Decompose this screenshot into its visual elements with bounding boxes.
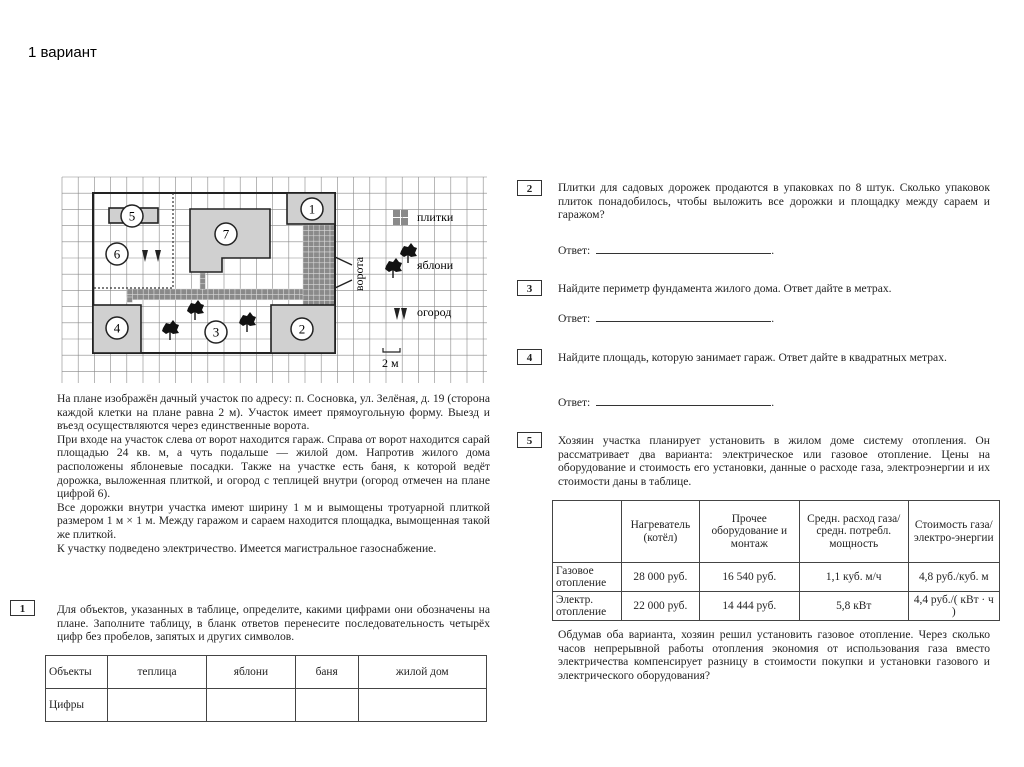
cell: 22 000 руб.	[622, 592, 700, 621]
tile	[224, 294, 229, 299]
header-cell: Средн. расход газа/ средн. потребл. мощность	[799, 501, 908, 563]
tile	[319, 295, 324, 300]
tile	[319, 274, 324, 279]
tile	[303, 252, 308, 257]
question-number-5: 5	[517, 432, 542, 448]
cell: 1,1 куб. м/ч	[799, 563, 908, 592]
tile	[132, 294, 137, 299]
tile	[303, 241, 308, 246]
tile	[181, 289, 186, 294]
site-plan	[55, 170, 495, 385]
tiles-legend-icon	[393, 210, 408, 225]
cell: 28 000 руб.	[622, 563, 700, 592]
tile	[257, 289, 262, 294]
apple-tree-icon	[239, 312, 256, 332]
tile	[325, 268, 330, 273]
cell: 5,8 кВт	[799, 592, 908, 621]
tile	[165, 289, 170, 294]
tile	[219, 294, 224, 299]
tile	[308, 230, 313, 235]
tile	[308, 295, 313, 300]
tile	[319, 241, 324, 246]
tile	[262, 294, 267, 299]
tile	[143, 294, 148, 299]
tile	[149, 289, 154, 294]
tile	[319, 263, 324, 268]
tile	[314, 247, 319, 252]
tile	[308, 247, 313, 252]
intro-p1: На плане изображён дачный участок по адресу: п. Сосновка, ул. Зелёная, д. 19 (сторона каждой клетки на плане равна 2 м). Участок имеет прямоугольную форму. Выезд и въезд осуществляются через единственные ворота.	[57, 392, 490, 433]
cell: 16 540 руб.	[699, 563, 799, 592]
header-cell: теплица	[108, 656, 207, 689]
tile	[325, 247, 330, 252]
tile	[319, 284, 324, 289]
tile	[308, 279, 313, 284]
tile	[132, 289, 137, 294]
answer-cell[interactable]	[206, 689, 295, 722]
question-5-prompt: Обдумав оба варианта, хозяин решил установить газовое отопление. Через сколько часов непрерывной работы отопления экономия от использования газа вместо электричества компенсирует разницу в стоимости покупки и установки газового и электрического оборудования?	[558, 628, 990, 682]
tile	[176, 294, 181, 299]
plan-marker-label: 6	[113, 246, 121, 262]
question-1-text: Для объектов, указанных в таблице, определите, какими цифрами они обозначены на плане. Заполните таблицу, в бланк ответов перенесите последовательность четырёх цифр без пробелов, запятых и других символов.	[57, 603, 490, 644]
tile	[170, 289, 175, 294]
tile	[289, 289, 294, 294]
tile	[325, 230, 330, 235]
tile	[325, 241, 330, 246]
tile	[319, 257, 324, 262]
plan-marker-label: 7	[222, 226, 230, 242]
tile	[303, 257, 308, 262]
answer-cell[interactable]	[295, 689, 358, 722]
question-4-text: Найдите площадь, которую занимает гараж. Ответ дайте в квадратных метрах.	[558, 351, 947, 364]
header-cell	[553, 501, 622, 563]
row-label: Цифры	[46, 689, 108, 722]
tile	[308, 284, 313, 289]
question-number-4: 4	[517, 349, 542, 365]
tile	[308, 290, 313, 295]
tile	[200, 284, 205, 289]
tile	[325, 263, 330, 268]
intro-p4: К участку подведено электричество. Имеется магистральное газоснабжение.	[57, 541, 437, 555]
tile	[240, 294, 245, 299]
tile	[273, 294, 278, 299]
tile	[127, 289, 132, 294]
cell: 4,4 руб./( кВт · ч )	[908, 592, 999, 621]
tile	[208, 289, 213, 294]
tile	[176, 289, 181, 294]
tile	[314, 290, 319, 295]
tile	[251, 294, 256, 299]
tile	[284, 289, 289, 294]
tile	[219, 289, 224, 294]
tile	[303, 295, 308, 300]
tile	[308, 241, 313, 246]
tile	[267, 294, 272, 299]
header-cell: баня	[295, 656, 358, 689]
tile	[230, 289, 235, 294]
plan-marker-label: 5	[128, 208, 136, 224]
gate-label: ворота	[352, 256, 366, 292]
legend-apples: яблони	[417, 258, 454, 272]
page-title: 1 вариант	[28, 44, 97, 61]
tile	[303, 263, 308, 268]
tile	[314, 236, 319, 241]
question-2-text: Плитки для садовых дорожек продаются в упаковках по 8 штук. Сколько упаковок плиток понадобилось, чтобы выложить все дорожки и площадку между сараем и гаражом?	[558, 181, 990, 222]
tile	[208, 294, 213, 299]
tile	[138, 289, 143, 294]
tile	[203, 294, 208, 299]
plan-marker-label: 4	[113, 320, 121, 336]
scale-bar	[383, 348, 400, 352]
tile	[314, 295, 319, 300]
answer-label: Ответ:	[558, 396, 591, 409]
header-cell: жилой дом	[358, 656, 486, 689]
tile	[319, 236, 324, 241]
tile	[325, 279, 330, 284]
tile	[314, 252, 319, 257]
tile	[303, 284, 308, 289]
tile	[314, 225, 319, 230]
tile	[325, 236, 330, 241]
tile	[308, 274, 313, 279]
tile	[165, 294, 170, 299]
tile	[170, 294, 175, 299]
tile	[246, 289, 251, 294]
tile	[235, 294, 240, 299]
answer-field-4[interactable]: Ответ: .	[558, 396, 775, 409]
apple-tree-icon	[400, 243, 417, 263]
tile	[230, 294, 235, 299]
legend-garden: огород	[417, 305, 452, 319]
tile	[314, 257, 319, 262]
tile	[314, 268, 319, 273]
tile	[319, 247, 324, 252]
tile	[303, 230, 308, 235]
tile	[314, 284, 319, 289]
tile	[143, 289, 148, 294]
tile	[308, 263, 313, 268]
question-number-1: 1	[10, 600, 35, 616]
tile	[181, 294, 186, 299]
answer-label: Ответ:	[558, 312, 591, 325]
row-label: Электр. отопление	[553, 592, 622, 621]
header-cell: Нагреватель (котёл)	[622, 501, 700, 563]
legend-tiles: плитки	[417, 210, 454, 224]
tile	[240, 289, 245, 294]
tile	[154, 289, 159, 294]
tile	[325, 252, 330, 257]
tile	[192, 294, 197, 299]
tile	[303, 225, 308, 230]
cell: 14 444 руб.	[699, 592, 799, 621]
tile	[325, 274, 330, 279]
answer-field-2[interactable]: Ответ: .	[558, 244, 775, 257]
header-cell: Стоимость газа/электро-энергии	[908, 501, 999, 563]
tile	[319, 230, 324, 235]
tile	[197, 289, 202, 294]
tile	[325, 290, 330, 295]
intro-text	[57, 392, 490, 555]
tile	[314, 230, 319, 235]
header-cell: Прочее оборудование и монтаж	[699, 501, 799, 563]
tile	[246, 294, 251, 299]
tile	[325, 284, 330, 289]
tile	[325, 225, 330, 230]
tile	[303, 268, 308, 273]
heating-table	[552, 500, 1000, 621]
apple-tree-icon	[187, 300, 204, 320]
tile	[251, 289, 256, 294]
tile	[319, 268, 324, 273]
tile	[213, 294, 218, 299]
tile	[308, 252, 313, 257]
intro-p2: При входе на участок слева от ворот находится гараж. Справа от ворот находится сарай площадью 24 кв. м, а чуть подальше — жилой дом. Напротив жилого дома расположены яблоневые посадки. Также на участке есть баня, к которой ведёт дорожка, выложенная плиткой, и огород с теплицей внутри (огород отмечен на плане цифрой 6).	[57, 432, 490, 501]
question-3-text: Найдите периметр фундамента жилого дома. Ответ дайте в метрах.	[558, 282, 892, 295]
answer-field-3[interactable]: Ответ: .	[558, 312, 775, 325]
tile	[200, 273, 205, 278]
tile	[303, 279, 308, 284]
tile	[308, 257, 313, 262]
tile	[303, 290, 308, 295]
plan-marker-label: 2	[298, 321, 306, 337]
question-5-text: Хозяин участка планирует установить в жилом доме систему отопления. Он рассматривает два варианта: электрическое или газовое отопление. Цены на оборудование и стоимость его установки, данные о расходе газа, электроэнергии и их стоимости даны в таблице.	[558, 434, 990, 488]
answer-cell[interactable]	[108, 689, 207, 722]
tile	[308, 225, 313, 230]
tile	[200, 278, 205, 283]
answer-label: Ответ:	[558, 244, 591, 257]
intro-p3: Все дорожки внутри участка имеют ширину 1 м и вымощены тротуарной плиткой размером 1 м × 1 м. Между гаражом и сараем находится площадка, вымощенная такой же плиткой.	[57, 500, 490, 541]
tile	[273, 289, 278, 294]
tile	[284, 294, 289, 299]
plan-marker-label: 1	[308, 201, 316, 217]
tile	[278, 289, 283, 294]
tile	[314, 274, 319, 279]
plan-marker-label: 3	[212, 324, 220, 340]
apple-tree-icon	[385, 258, 402, 278]
question-number-3: 3	[517, 280, 542, 296]
tile	[159, 289, 164, 294]
tile	[294, 294, 299, 299]
tile	[319, 225, 324, 230]
tile	[319, 252, 324, 257]
tile	[319, 290, 324, 295]
row-label: Газовое отопление	[553, 563, 622, 592]
tile	[186, 294, 191, 299]
tile	[235, 289, 240, 294]
tile	[303, 236, 308, 241]
tile	[149, 294, 154, 299]
tile	[314, 279, 319, 284]
tile	[325, 257, 330, 262]
tile	[278, 294, 283, 299]
cell: 4,8 руб./куб. м	[908, 563, 999, 592]
tile	[294, 289, 299, 294]
header-cell: яблони	[206, 656, 295, 689]
answer-cell[interactable]	[358, 689, 486, 722]
tile	[308, 268, 313, 273]
tile	[154, 294, 159, 299]
tile	[325, 295, 330, 300]
tile	[314, 241, 319, 246]
header-cell: Объекты	[46, 656, 108, 689]
question-number-2: 2	[517, 180, 542, 196]
tile	[319, 279, 324, 284]
tile	[289, 294, 294, 299]
tile	[186, 289, 191, 294]
answer-table-1	[45, 655, 487, 722]
tile	[224, 289, 229, 294]
tile	[262, 289, 267, 294]
tile	[138, 294, 143, 299]
tile	[127, 297, 132, 302]
tile	[257, 294, 262, 299]
tile	[203, 289, 208, 294]
tile	[159, 294, 164, 299]
tile	[314, 263, 319, 268]
tile	[303, 274, 308, 279]
scale-label: 2 м	[382, 356, 399, 370]
tile	[303, 247, 308, 252]
tile	[308, 236, 313, 241]
tile	[213, 289, 218, 294]
tile	[267, 289, 272, 294]
tile	[192, 289, 197, 294]
tile	[197, 294, 202, 299]
